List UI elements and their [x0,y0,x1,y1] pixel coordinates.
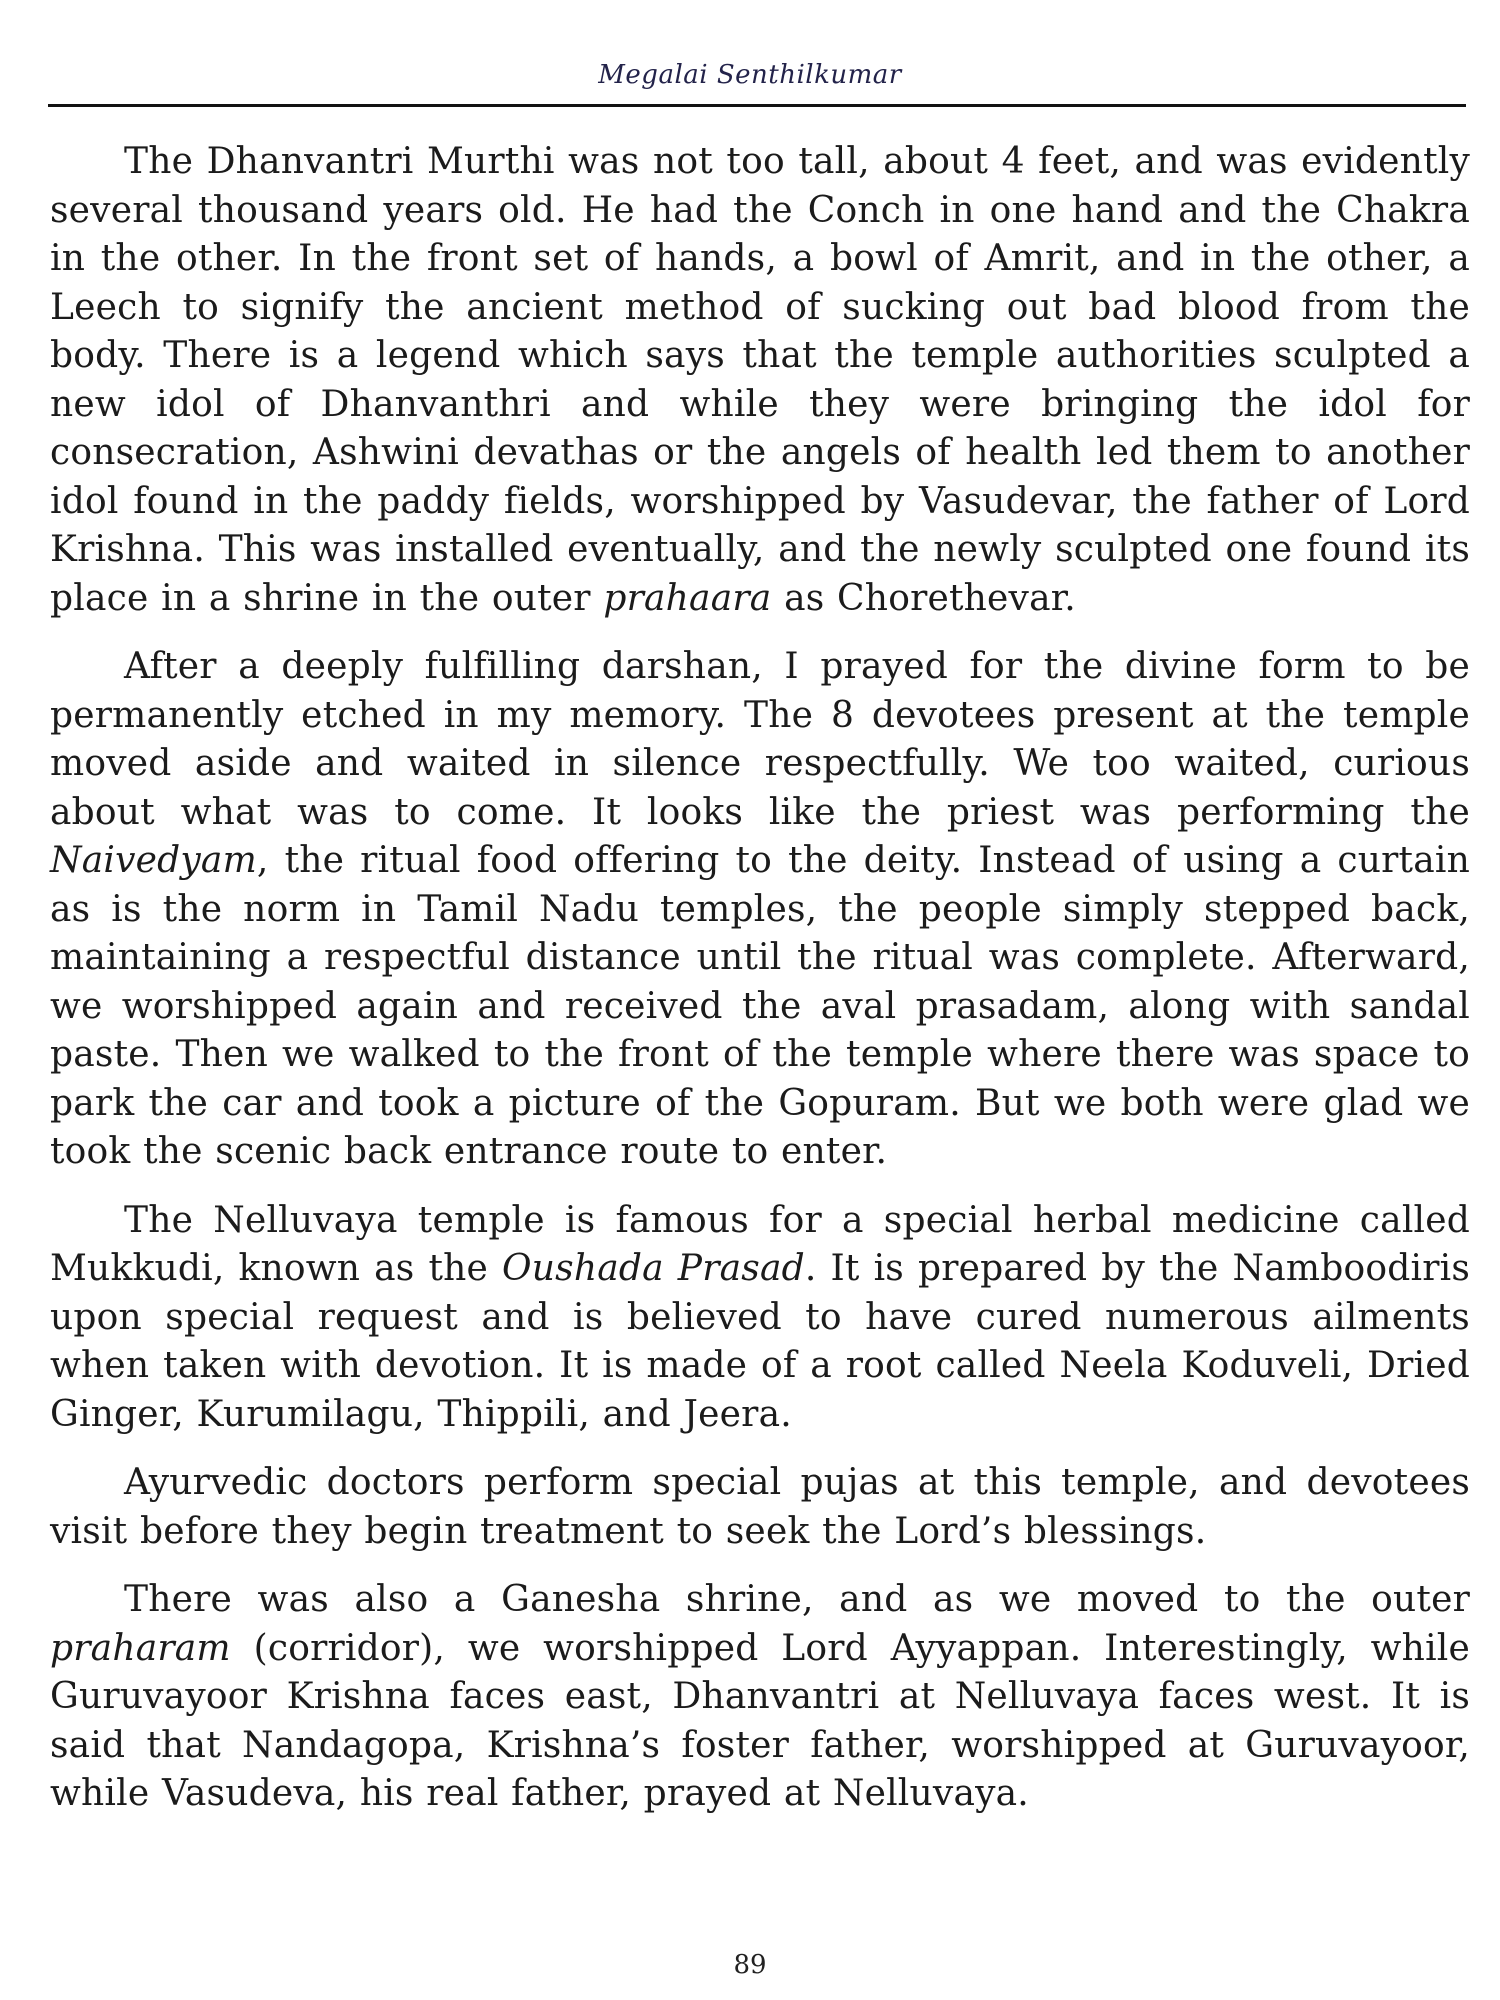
text-run: There was also a Ganesha shrine, and as we moved to the outer [124,1579,1470,1620]
text-run: After a deeply fulfilling darshan, I prayed for the divine form to be permanently etched in my memory. The 8 devotees present at the temple moved aside and waited in silence respectfully. We too waited, curious about what was to come. It looks like the priest was performing the [50,646,1470,833]
paragraph-mukkudi-medicine [50,1197,1470,1440]
text-run: Ayurvedic doctors perform special pujas at this temple, and devotees visit before they begin treatment to seek the Lord’s blessings. [50,1462,1470,1552]
paragraph-ayurvedic-doctors [50,1459,1470,1556]
italic-term: Oushada Prasad [502,1248,805,1289]
text-run: The Nelluvaya temple is famous for a special herbal medicine called Mukkudi, known as the [50,1199,1470,1289]
text-run: , the ritual food offering to the deity. Instead of using a curtain as is the norm in Tamil Nadu temples, the people simply stepped back, maintaining a respectful distance until the ritual was complete. Afterward, we worshipped again and received the aval prasadam, along with sandal paste. Then we walked to the front of the temple where there was space to park the car and took a picture of the Gopuram. But we both were glad we took the scenic back entrance route to enter. [50,840,1470,1172]
text-run: (corridor), we worshipped Lord Ayyappan. Interestingly, while Guruvayoor Krishna faces east, Dhanvantri at Nelluvaya faces west. It is said that Nandagopa, Krishna’s foster father, worshipped at Guruvayoor, while Vasudeva, his real father, prayed at Nelluvaya. [50,1627,1470,1814]
page-number: 89 [733,1950,767,1980]
body-text [50,138,1470,1839]
paragraph-dhanvantri-murthi [50,138,1470,623]
italic-term: Naivedyam [50,840,257,881]
italic-term: praharam [50,1627,231,1669]
running-header-author: Megalai Senthilkumar [598,60,902,90]
text-run: as Chorethevar. [771,577,1076,619]
paragraph-darshan [50,643,1470,1177]
text-run: . It is prepared by the Namboodiris upon special request and is believed to have cured numerous ailments when taken with devotion. It is made of a root called Neela Koduveli, Dried Ginger, Kurumilagu, Thippili, and Jeera. [50,1248,1470,1435]
paragraph-ganesha-shrine [50,1576,1470,1819]
header-rule [48,104,1466,107]
text-run: The Dhanvantri Murthi was not too tall, about 4 feet, and was evidently several thousand years old. He had the Conch in one hand and the Chakra in the other. In the front set of hands, a bowl of Amrit, and in the other, a Leech to signify the ancient method of sucking out bad blood from the body. There is a legend which says that the temple authorities sculpted a new idol of Dhanvanthri and while they were bringing the idol for consecration, Ashwini devathas or the angels of health led them to another idol found in the paddy fields, worshipped by Vasudevar, the father of Lord Krishna. This was installed eventually, and the newly sculpted one found its place in a shrine in the outer [50,141,1470,619]
italic-term: prahaara [603,577,772,619]
